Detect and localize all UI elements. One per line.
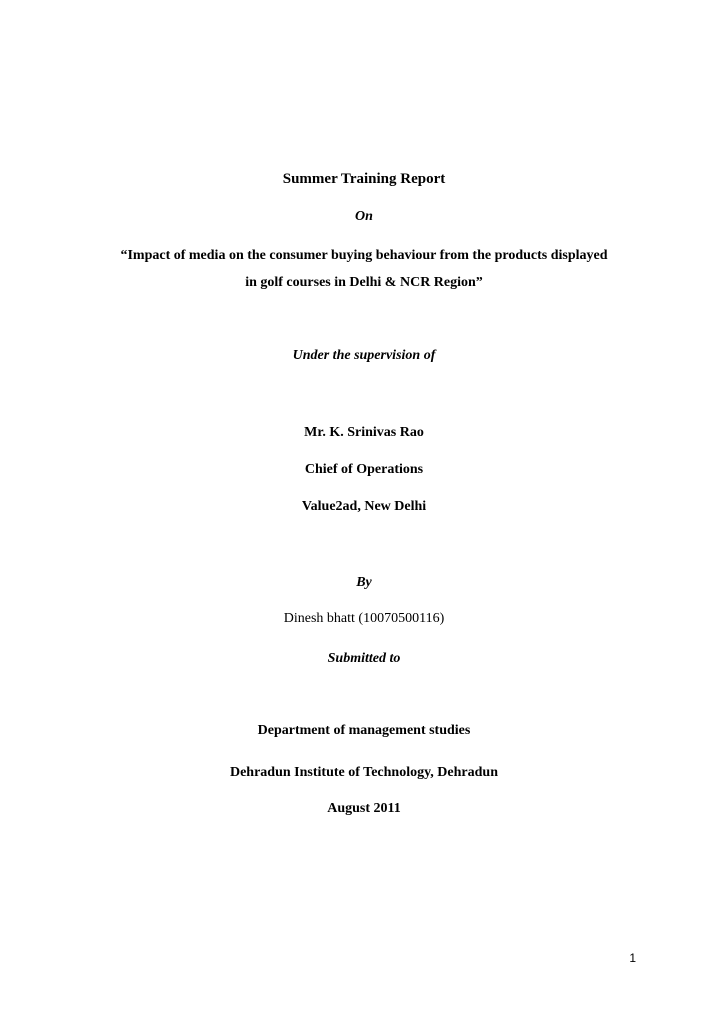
report-title: Summer Training Report [282,171,446,187]
topic-line-1: “Impact of media on the consumer buying behaviour from the products displayed [120,248,608,263]
supervisor-designation: Chief of Operations [304,462,424,477]
topic-line-2: in golf courses in Delhi & NCR Region” [245,275,483,290]
supervisor-name: Mr. K. Srinivas Rao [304,425,424,440]
on-label: On [355,209,373,224]
department-name: Department of management studies [257,723,471,738]
submitted-to-label: Submitted to [327,651,401,666]
by-label: By [356,575,372,590]
page-number: 1 [629,951,636,965]
report-date: August 2011 [327,801,401,816]
author-name: Dinesh bhatt (10070500116) [283,611,445,626]
supervision-label: Under the supervision of [292,348,436,363]
supervisor-organization: Value2ad, New Delhi [301,499,427,514]
institute-name: Dehradun Institute of Technology, Dehradun [229,765,498,780]
